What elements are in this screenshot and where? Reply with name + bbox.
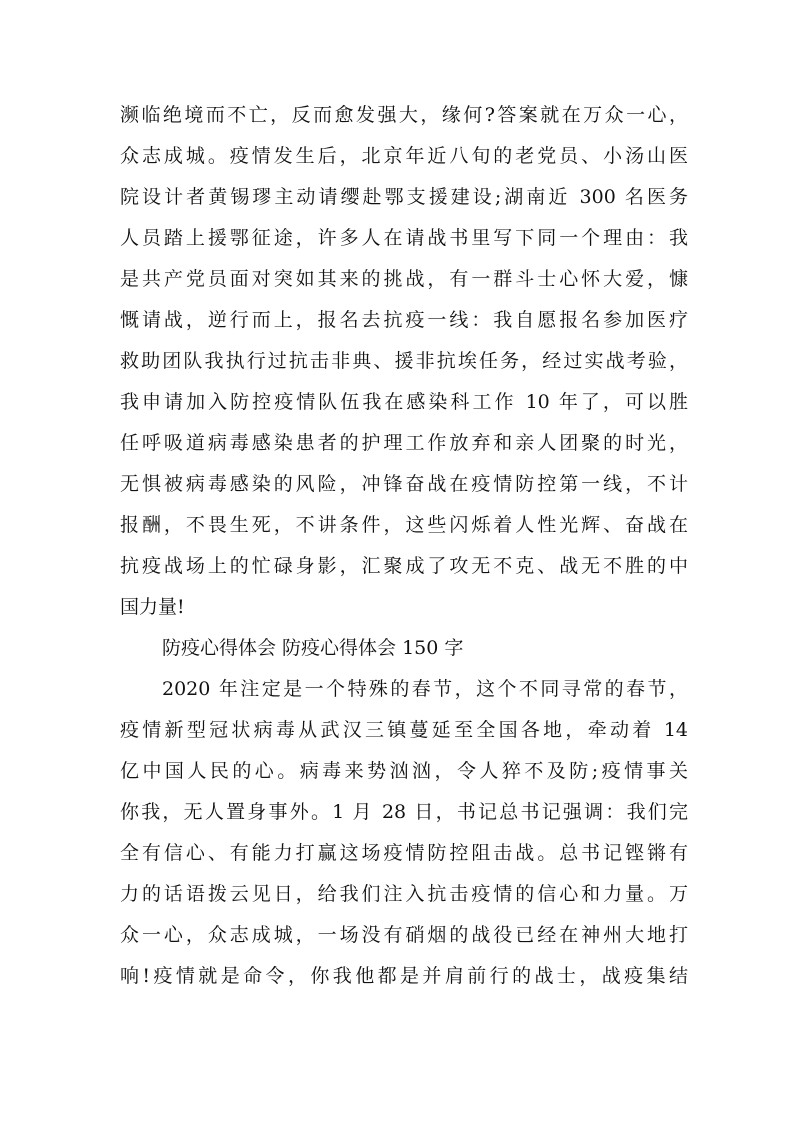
- paragraph-line: 濒临绝境而不亡，反而愈发强大，缘何?答案就在万众一心，: [120, 104, 688, 126]
- paragraph-line: 慨请战，逆行而上，报名去抗疫一线：我自愿报名参加医疗: [120, 309, 688, 331]
- paragraph-line: 我申请加入防控疫情队伍我在感染科工作 10 年了，可以胜: [120, 391, 688, 413]
- paragraph-line: 任呼吸道病毒感染患者的护理工作放弃和亲人团聚的时光，: [120, 432, 688, 454]
- paragraph-line: 力的话语拨云见日，给我们注入抗击疫情的信心和力量。万: [120, 883, 688, 905]
- paragraph-line: 报酬，不畏生死，不讲条件，这些闪烁着人性光辉、奋战在: [120, 514, 688, 536]
- paragraph-line: 你我，无人置身事外。1 月 28 日，书记总书记强调：我们完: [120, 801, 688, 823]
- paragraph-line: 众志成城。疫情发生后，北京年近八旬的老党员、小汤山医: [120, 145, 688, 167]
- paragraph-line: 抗疫战场上的忙碌身影，汇聚成了攻无不克、战无不胜的中: [120, 555, 688, 577]
- paragraph-line: 是共产党员面对突如其来的挑战，有一群斗士心怀大爱，慷: [120, 268, 688, 290]
- paragraph-line: 2020 年注定是一个特殊的春节，这个不同寻常的春节，: [162, 678, 688, 700]
- paragraph-line: 国力量!: [120, 596, 185, 618]
- paragraph-line: 救助团队我执行过抗击非典、援非抗埃任务，经过实战考验，: [120, 350, 688, 372]
- paragraph-line: 人员踏上援鄂征途，许多人在请战书里写下同一个理由：我: [120, 227, 688, 249]
- paragraph-line: 众一心，众志成城，一场没有硝烟的战役已经在神州大地打: [120, 924, 688, 946]
- paragraph-line: 全有信心、有能力打赢这场疫情防控阻击战。总书记铿锵有: [120, 842, 688, 864]
- paragraph-line: 疫情新型冠状病毒从武汉三镇蔓延至全国各地，牵动着 14: [120, 719, 688, 741]
- paragraph-line: 院设计者黄锡璆主动请缨赴鄂支援建设;湖南近 300 名医务: [120, 186, 688, 208]
- section-heading: 防疫心得体会 防疫心得体会 150 字: [162, 637, 464, 659]
- paragraph-line: 响!疫情就是命令，你我他都是并肩前行的战士，战疫集结: [120, 965, 688, 987]
- document-body: [120, 95, 688, 997]
- paragraph-line: 亿中国人民的心。病毒来势汹汹，令人猝不及防;疫情事关: [120, 760, 688, 782]
- paragraph-line: 无惧被病毒感染的风险，冲锋奋战在疫情防控第一线，不计: [120, 473, 688, 495]
